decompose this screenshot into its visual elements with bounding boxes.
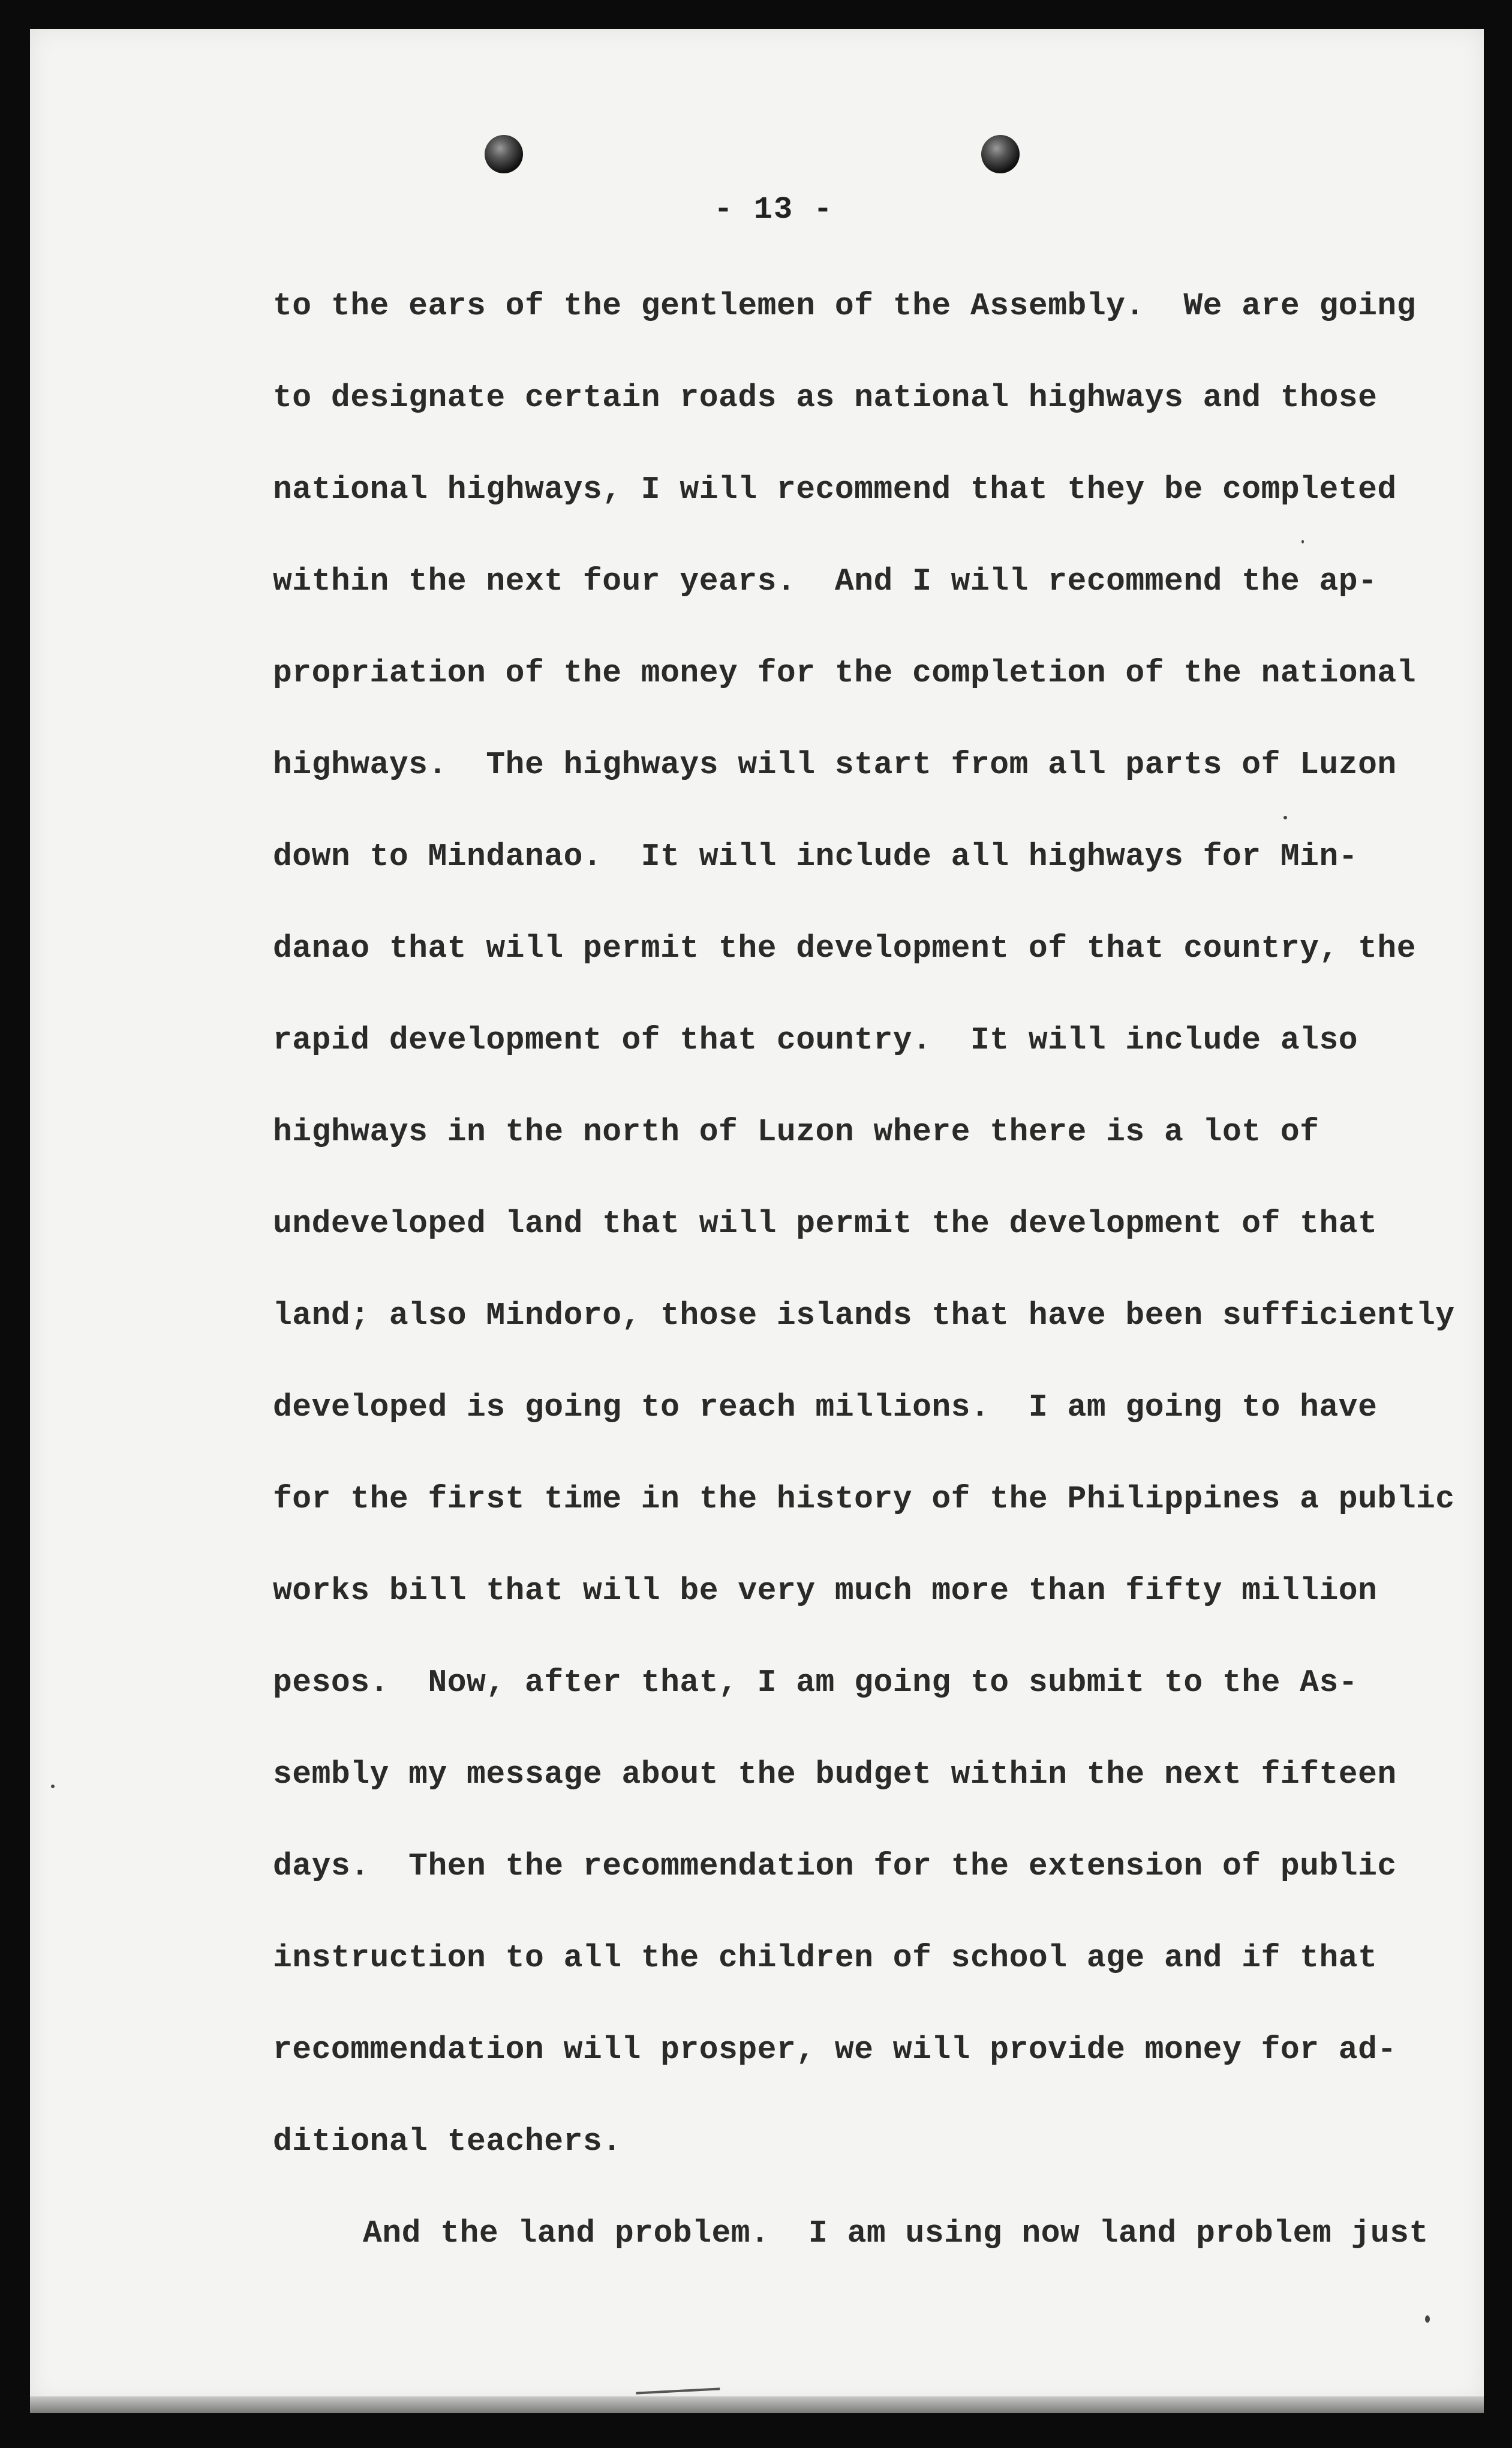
ink-speck (1301, 540, 1304, 543)
text-line: highways. The highways will start from all parts of Luzon (273, 747, 1397, 783)
text-line: land; also Mindoro, those islands that have been sufficiently (273, 1297, 1455, 1333)
text-line: ditional teachers. (273, 2123, 622, 2159)
text-line: sembly my message about the budget within the next fifteen (273, 1756, 1397, 1792)
paragraph-start-line: And the land problem. I am using now land problem just (363, 2215, 1429, 2251)
text-line: works bill that will be very much more than fifty million (273, 1573, 1378, 1609)
text-line: within the next four years. And I will recommend the ap- (273, 563, 1378, 599)
text-line: national highways, I will recommend that they be completed (273, 471, 1397, 507)
punch-hole-left (485, 135, 523, 173)
ink-speck (51, 1785, 55, 1788)
page-number: - 13 - (714, 192, 834, 227)
ink-speck (1283, 816, 1287, 819)
text-line: highways in the north of Luzon where there is a lot of (273, 1114, 1319, 1150)
text-line: to the ears of the gentlemen of the Assembly. We are going (273, 288, 1417, 324)
text-line: pesos. Now, after that, I am going to submit to the As- (273, 1665, 1358, 1701)
text-line: down to Mindanao. It will include all highways for Min- (273, 839, 1358, 875)
punch-hole-right (981, 135, 1020, 173)
text-line: to designate certain roads as national highways and those (273, 380, 1378, 416)
text-line: undeveloped land that will permit the development of that (273, 1206, 1378, 1242)
document-body (273, 282, 1455, 2301)
text-line: instruction to all the children of school age and if that (273, 1940, 1378, 1976)
text-line: developed is going to reach millions. I am going to have (273, 1389, 1378, 1425)
text-line: recommendation will prosper, we will provide money for ad- (273, 2032, 1397, 2068)
ink-speck (1425, 2315, 1430, 2323)
text-line: for the first time in the history of the Philippines a public (273, 1481, 1455, 1517)
text-line: propriation of the money for the completion of the national (273, 655, 1417, 691)
text-line: rapid development of that country. It will include also (273, 1022, 1358, 1058)
page-bottom-edge (30, 2396, 1484, 2413)
text-line: danao that will permit the development of that country, the (273, 930, 1417, 966)
text-line: days. Then the recommendation for the extension of public (273, 1848, 1397, 1884)
